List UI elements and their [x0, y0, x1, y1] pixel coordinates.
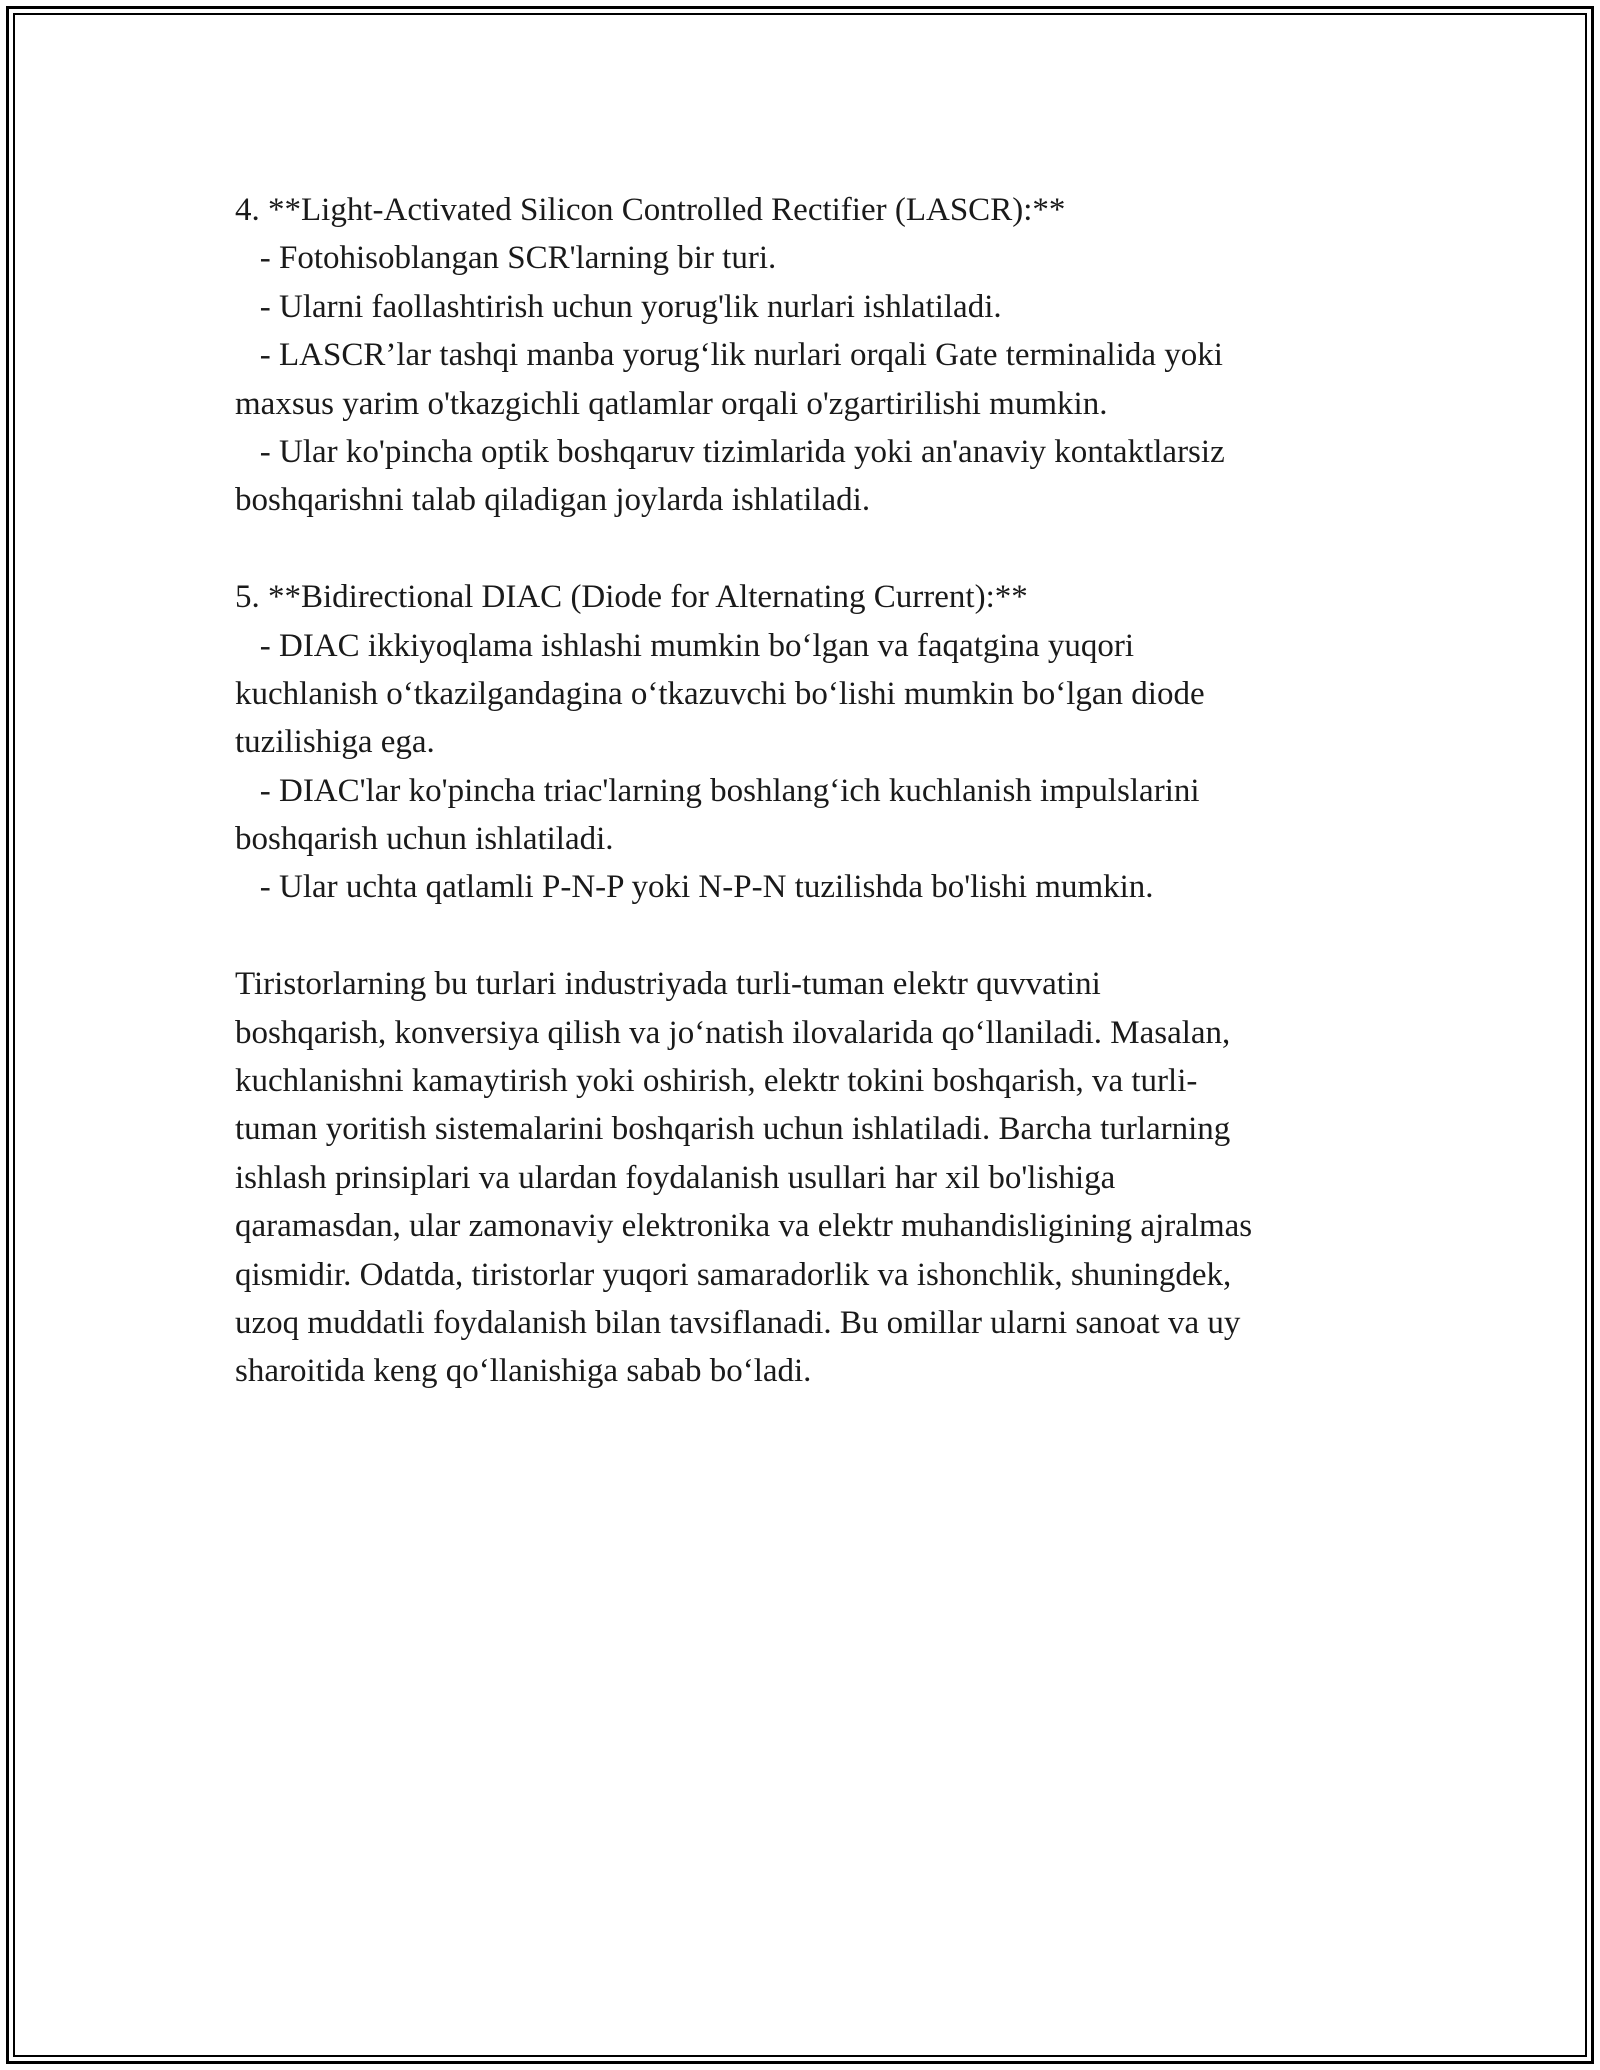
paragraph-spacer — [235, 912, 1375, 960]
text-line: qaramasdan, ular zamonaviy elektronika va elektr muhandisligining ajralmas — [235, 1208, 1253, 1245]
text-line: boshqarish, konversiya qilish va jo‘natish ilovalarida qo‘llaniladi. Masalan, — [235, 1014, 1231, 1051]
text-line: - Ularni faollashtirish uchun yorug'lik nurlari ishlatiladi. — [235, 288, 1002, 325]
text-line: qismidir. Odatda, tiristorlar yuqori samaradorlik va ishonchlik, shuningdek, — [235, 1256, 1232, 1293]
text-line: kuchlanishni kamaytirish yoki oshirish, elektr tokini boshqarish, va turli- — [235, 1063, 1198, 1100]
text-line: - DIAC ikkiyoqlama ishlashi mumkin bo‘lgan va faqatgina yuqori — [235, 627, 1135, 664]
text-line: boshqarishni talab qiladigan joylarda ishlatiladi. — [235, 482, 871, 519]
text-line: tuzilishiga ega. — [235, 724, 435, 761]
section-heading: 4. **Light-Activated Silicon Controlled Rectifier (LASCR):** — [235, 192, 1066, 228]
document-body — [235, 186, 1375, 1396]
text-line: uzoq muddatli foydalanish bilan tavsiflanadi. Bu omillar ularni sanoat va uy — [235, 1304, 1241, 1341]
text-line: tuman yoritish sistemalarini boshqarish uchun ishlatiladi. Barcha turlarning — [235, 1111, 1231, 1148]
text-line: sharoitida keng qo‘llanishiga sabab bo‘ladi. — [235, 1353, 812, 1390]
text-line: - Ular ko'pincha optik boshqaruv tizimlarida yoki an'anaviy kontaktlarsiz — [235, 433, 1225, 470]
section-heading: 5. **Bidirectional DIAC (Diode for Alternating Current):** — [235, 579, 1028, 616]
text-line: - Fotohisoblangan SCR'larning bir turi. — [235, 240, 777, 277]
text-line: ishlash prinsiplari va ulardan foydalanish usullari har xil bo'lishiga — [235, 1159, 1116, 1196]
text-line: kuchlanish o‘tkazilgandagina o‘tkazuvchi bo‘lishi mumkin bo‘lgan diode — [235, 675, 1205, 712]
text-line: boshqarish uchun ishlatiladi. — [235, 821, 614, 858]
text-line: maxsus yarim o'tkazgichli qatlamlar orqali o'zgartirilishi mumkin. — [235, 385, 1108, 422]
text-line: - Ular uchta qatlamli P-N-P yoki N-P-N tuzilishda bo'lishi mumkin. — [235, 869, 1154, 906]
text-line: - DIAC'lar ko'pincha triac'larning boshlang‘ich kuchlanish impulslarini — [235, 772, 1200, 809]
text-line: Tiristorlarning bu turlari industriyada turli-tuman elektr quvvatini — [235, 966, 1101, 1003]
conclusion-paragraph — [235, 960, 1375, 1396]
section-lascr — [235, 186, 1375, 525]
text-line: - LASCR’lar tashqi manba yorug‘lik nurlari orqali Gate terminalida yoki — [235, 337, 1223, 374]
section-diac — [235, 573, 1375, 912]
paragraph-spacer — [235, 525, 1375, 573]
